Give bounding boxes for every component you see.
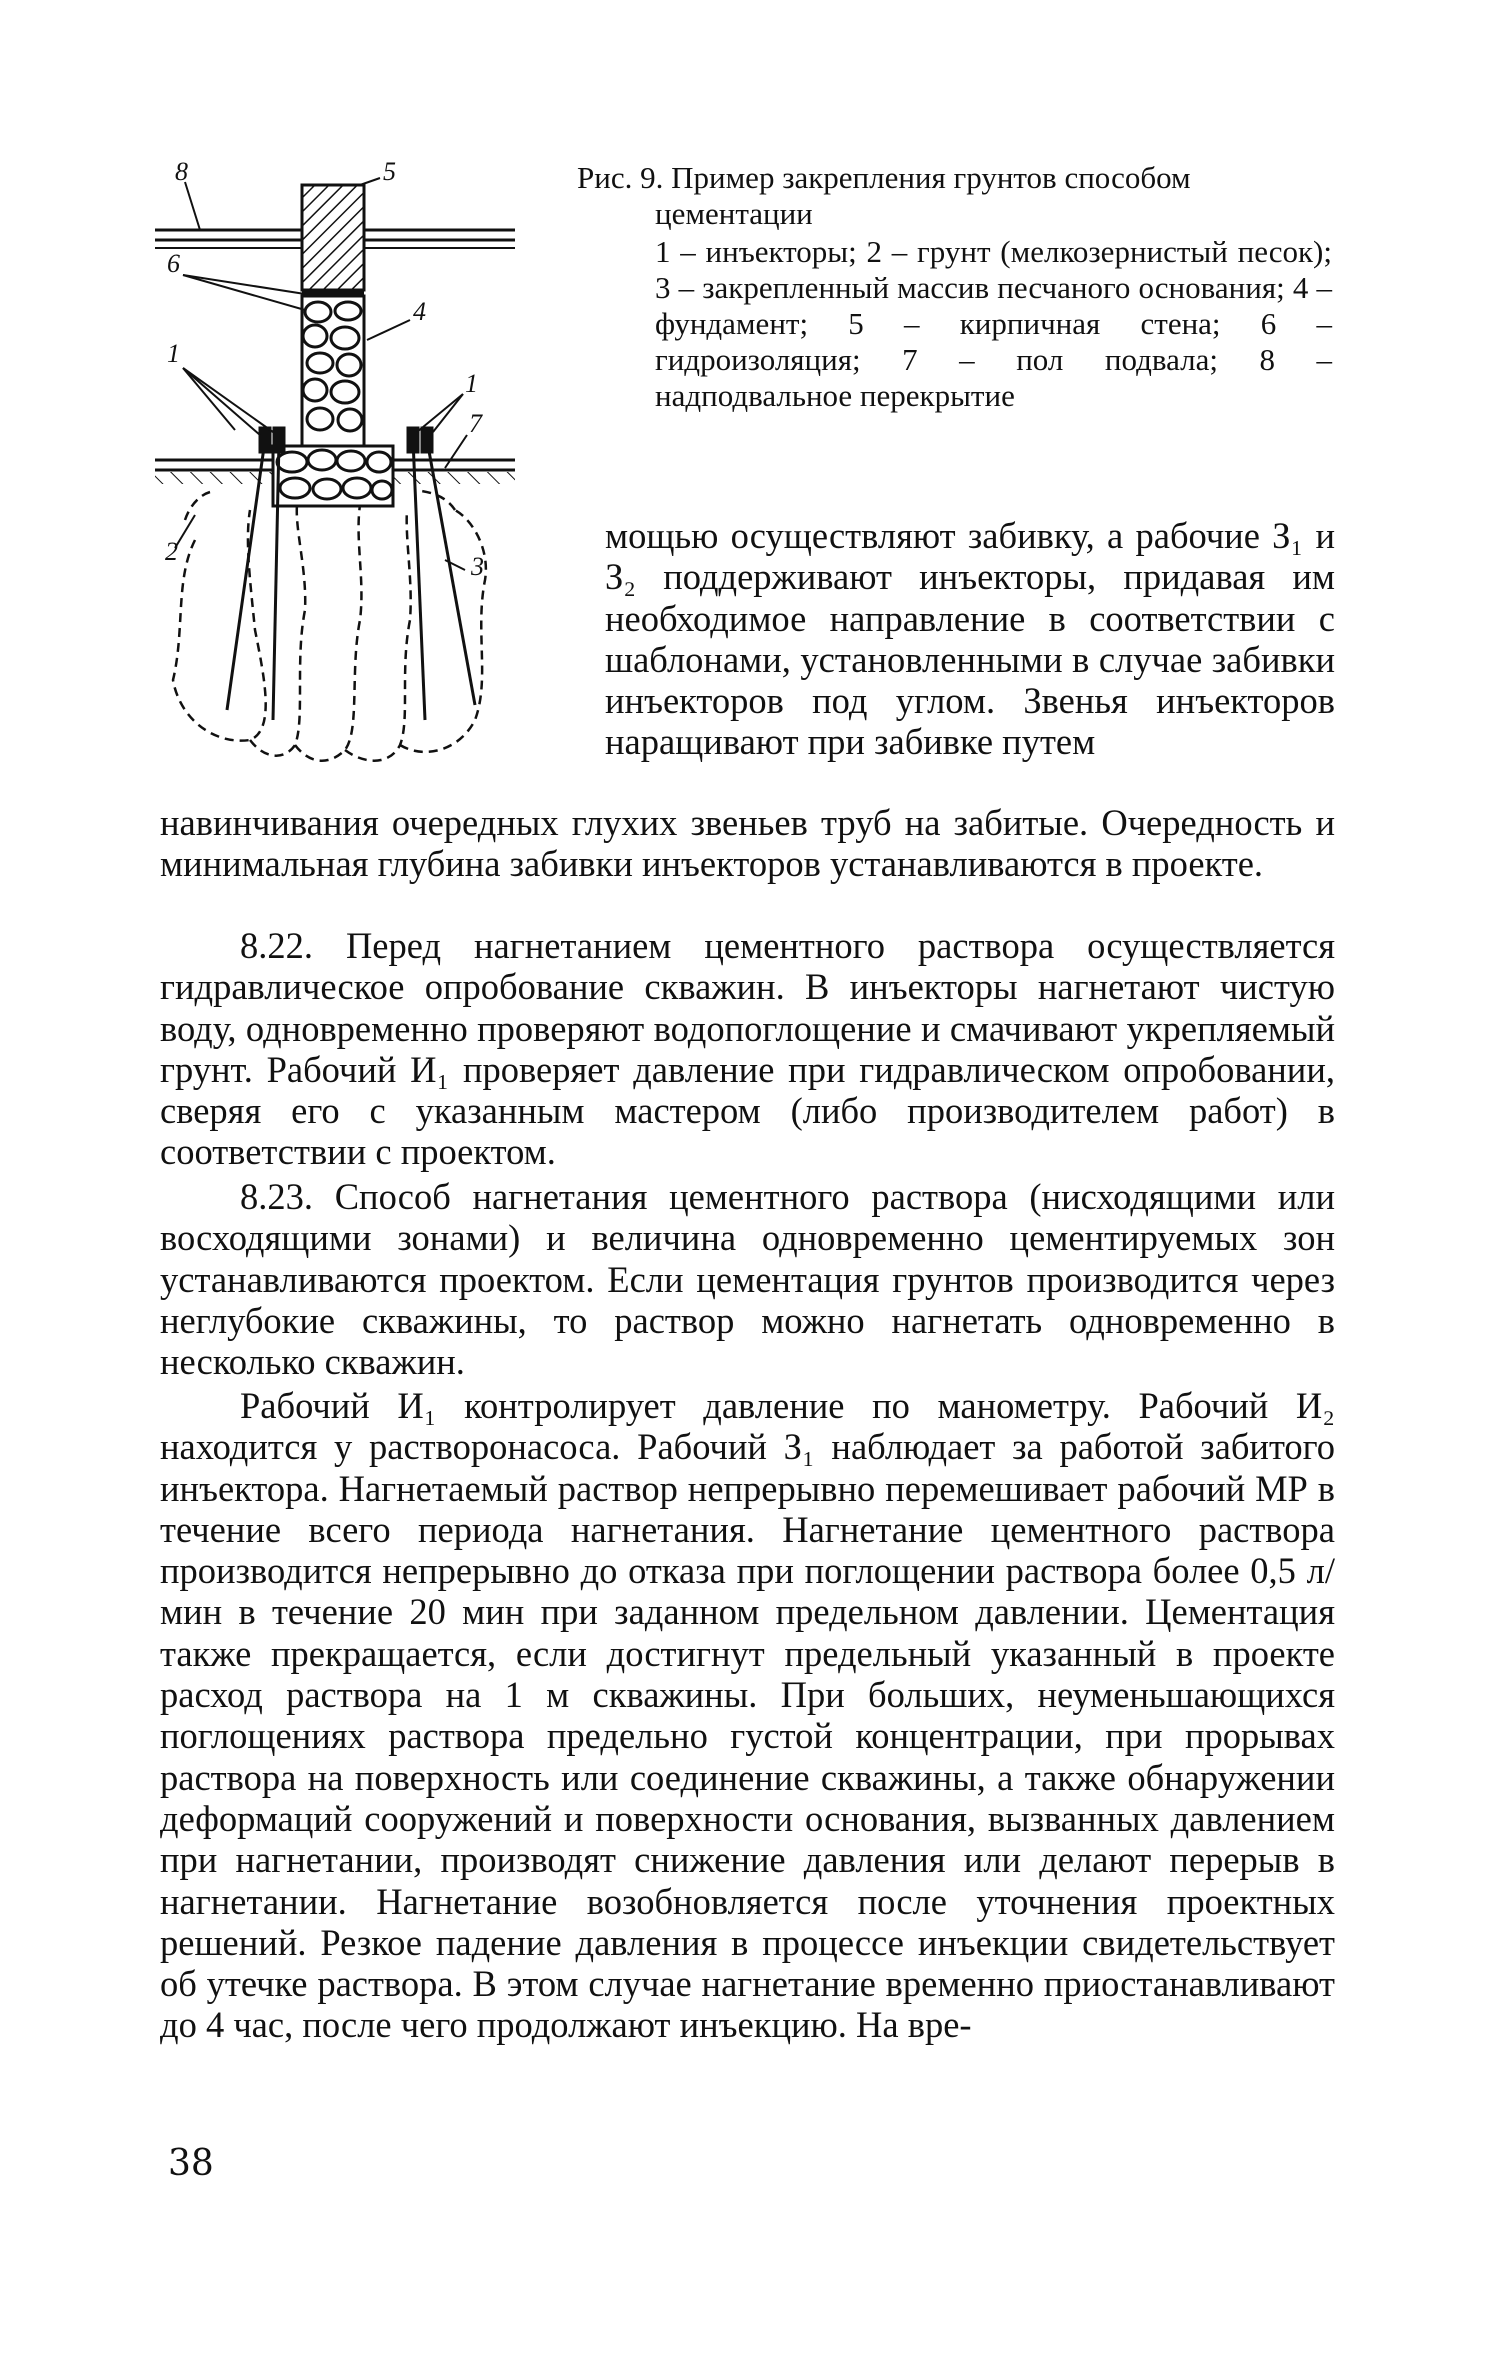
consolidated-mass	[173, 490, 486, 761]
soil-cementation-diagram	[155, 160, 535, 790]
fig-label-6: 6	[167, 249, 180, 278]
cementation-figure	[155, 160, 535, 790]
brick-wall	[302, 185, 364, 290]
fig-label-5: 5	[383, 160, 396, 186]
caption-title: Рис. 9. Пример закрепления грунтов способом	[577, 160, 1191, 195]
caption-title-continuation: цементации	[655, 196, 813, 231]
caption-legend: 1 – инъекторы; 2 – грунт (мелкозернистый песок); 3 – закрепленный массив песчаного основания; 4 – фундамент; 5 – кирпичная стена; 6 – гидроизоляция; 7 – пол подвала; 8 – надподвальное перекрытие	[655, 234, 1332, 413]
fig-label-1-left: 1	[167, 339, 180, 368]
paragraph-intro: мощью осуществляют забивку, а рабочие З₁ и З₂ поддерживают инъекторы, придавая им необходимое направление в соответствии с шаблонами, установленными в случае забивки инъекторов под углом. Звенья инъекторов наращивают при забивке путем	[605, 515, 1335, 763]
paragraph-8-22: 8.22. Перед нагнетанием цементного раствора осуществляется гидравлическое опробование скважин. В инъекторы нагнетают чистую воду, одновременно проверяют водопоглощение и смачивают укрепляемый грунт. Рабочий И₁ проверяет давление при гидравлическом опробовании, сверяя его с указанным мастером (либо производителем работ) в соответствии с проектом.	[160, 925, 1335, 1173]
fig-label-4: 4	[413, 297, 426, 326]
fig-label-3: 3	[471, 552, 484, 581]
figure-caption	[577, 160, 1332, 414]
paragraph-8-23: 8.23. Способ нагнетания цементного раствора (нисходящими или восходящими зонами) и величина одновременно цементируемых зон устанавливаются проектом. Если цементация грунтов производится через неглубокие скважины, то раствор можно нагнетать одновременно в несколько скважин.	[160, 1176, 1335, 1383]
fig-label-7: 7	[469, 409, 482, 438]
fig-label-1-right: 1	[465, 369, 478, 398]
fig-label-8: 8	[175, 160, 188, 186]
paragraph-continuation: навинчивания очередных глухих звеньев труб на забитые. Очередность и минимальная глубина забивки инъекторов устанавливаются в проекте.	[160, 802, 1335, 885]
paragraph-workers: Рабочий И₁ контролирует давление по манометру. Рабочий И₂ находится у растворонасоса. Рабочий З₁ наблюдает за работой забитого инъектора. Нагнетаемый раствор непрерывно перемешивает рабочий МР в течение всего периода нагнетания. Нагнетание цементного раствора производится непрерывно до отказа при поглощении раствора более 0,5 л/мин в течение 20 мин при заданном предельном давлении. Цементация также прекращается, если достигнут предельный указанный в проекте расход раствора на 1 м скважины. При больших, неуменьшающихся поглощениях раствора предельно густой концентрации, при прорывах раствора на поверхность или соединение скважины, а также обнаружении деформаций сооружений и поверхности основания, вызванных давлением при нагнетании, производят снижение давления или делают перерыв в нагнетании. Нагнетание возобновляется после уточнения проектных решений. Резкое падение давления в процессе инъекции свидетельствует об утечке раствора. В этом случае нагнетание временно приостанавливают до 4 час, после чего продолжают инъекцию. На вре-	[160, 1385, 1335, 2046]
page-number: 38	[168, 2143, 214, 2184]
foundation	[273, 296, 393, 506]
fig-label-2: 2	[165, 537, 178, 566]
